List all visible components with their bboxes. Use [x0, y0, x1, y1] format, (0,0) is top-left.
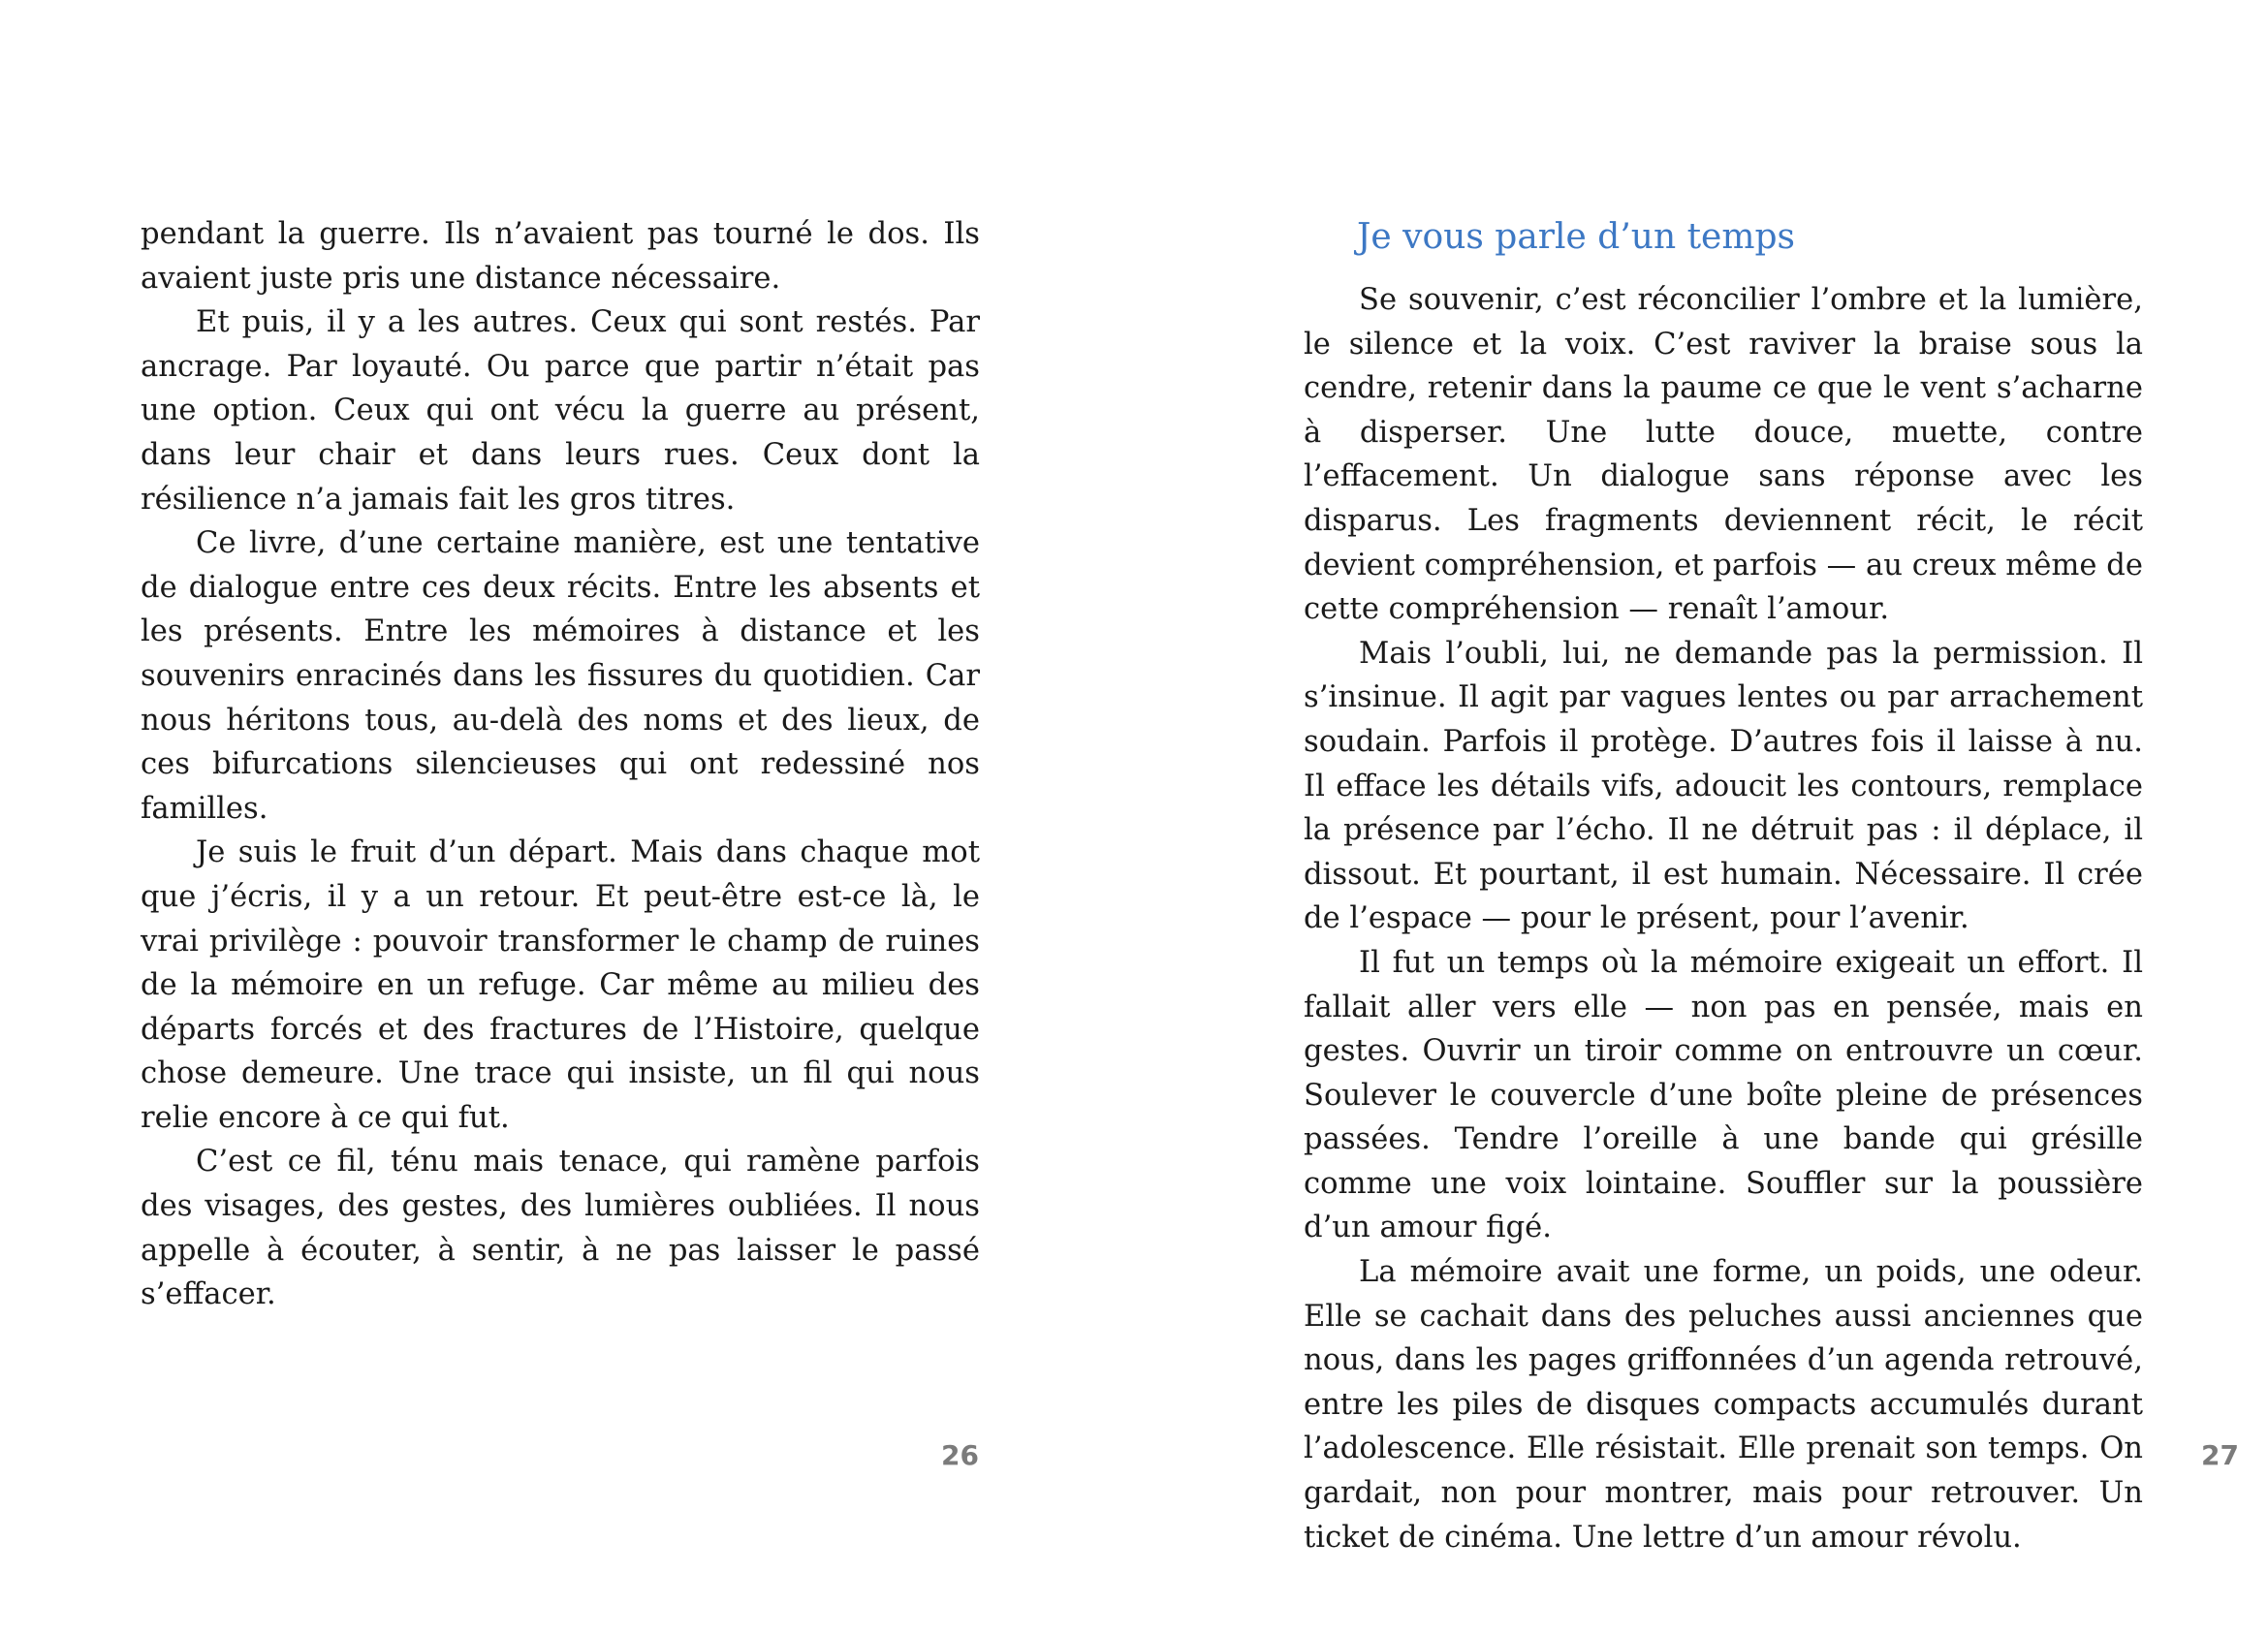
page-number-right: 27: [2201, 1439, 2239, 1471]
right-page: [1134, 0, 2268, 1636]
paragraph: Mais l’oubli, lui, ne demande pas la permission. Il s’insinue. Il agit par vagues lentes ou par arrachement soudain. Parfois il protège. D’autres fois il laisse à nu. Il efface les détails vifs, adoucit les contours, remplace la présence par l’écho. Il ne détruit pas : il déplace, il dissout. Et pourtant, il est humain. Nécessaire. Il crée de l’espace — pour le présent, pour l’avenir.: [1304, 636, 2143, 936]
paragraph: Il fut un temps où la mémoire exigeait un effort. Il fallait aller vers elle — non pas en pensée, mais en gestes. Ouvrir un tiroir comme on entrouvre un cœur. Soulever le couvercle d’une boîte pleine de présences passées. Tendre l’oreille à une bande qui grésille comme une voix lointaine. Souffler sur la poussière d’un amour figé.: [1304, 945, 2143, 1245]
page-number-left: 26: [941, 1439, 979, 1471]
paragraph: Ce livre, d’une certaine manière, est une tentative de dialogue entre ces deux récits. Entre les absents et les présents. Entre les mémoires à distance et les souvenirs enracinés dans les fissures du quotidien. Car nous héritons tous, au-delà des noms et des lieux, de ces bifurcations silencieuses qui ont redessiné nos familles.: [141, 526, 980, 826]
paragraph: Se souvenir, c’est réconcilier l’ombre et la lumière, le silence et la voix. C’est raviver la braise sous la cendre, retenir dans la paume ce que le vent s’acharne à disperser. Une lutte douce, muette, contre l’effacement. Un dialogue sans réponse avec les disparus. Les fragments deviennent récit, le récit devient compréhension, et parfois — au creux même de cette compréhension — renaît l’amour.: [1304, 283, 2143, 627]
paragraph: La mémoire avait une forme, un poids, une odeur. Elle se cachait dans des peluches aussi anciennes que nous, dans les pages griffonnées d’un agenda retrouvé, entre les piles de disques compacts accumulés durant l’adolescence. Elle résistait. Elle prenait son temps. On gardait, non pour montrer, mais pour retrouver. Un ticket de cinéma. Une lettre d’un amour révolu.: [1304, 1255, 2143, 1555]
right-page-text: [1304, 278, 2143, 1559]
paragraph: C’est ce fil, ténu mais tenace, qui ramène parfois des visages, des gestes, des lumières oubliées. Il nous appelle à écouter, à sentir, à ne pas laisser le passé s’effacer.: [141, 1145, 980, 1312]
left-page-text: [141, 212, 980, 1317]
paragraph: Je suis le fruit d’un départ. Mais dans chaque mot que j’écris, il y a un retour. Et peut-être est-ce là, le vrai privilège : pouvoir transformer le champ de ruines de la mémoire en un refuge. Car même au milieu des départs forcés et des fractures de l’Histoire, quelque chose demeure. Une trace qui insiste, un fil qui nous relie encore à ce qui fut.: [141, 835, 980, 1135]
chapter-title: Je vous parle d’un temps: [1357, 217, 1796, 257]
paragraph: pendant la guerre. Ils n’avaient pas tourné le dos. Ils avaient juste pris une distance nécessaire.: [141, 217, 980, 296]
paragraph: Et puis, il y a les autres. Ceux qui sont restés. Par ancrage. Par loyauté. Ou parce que partir n’était pas une option. Ceux qui ont vécu la guerre au présent, dans leur chair et dans leurs rues. Ceux dont la résilience n’a jamais fait les gros titres.: [141, 305, 980, 517]
